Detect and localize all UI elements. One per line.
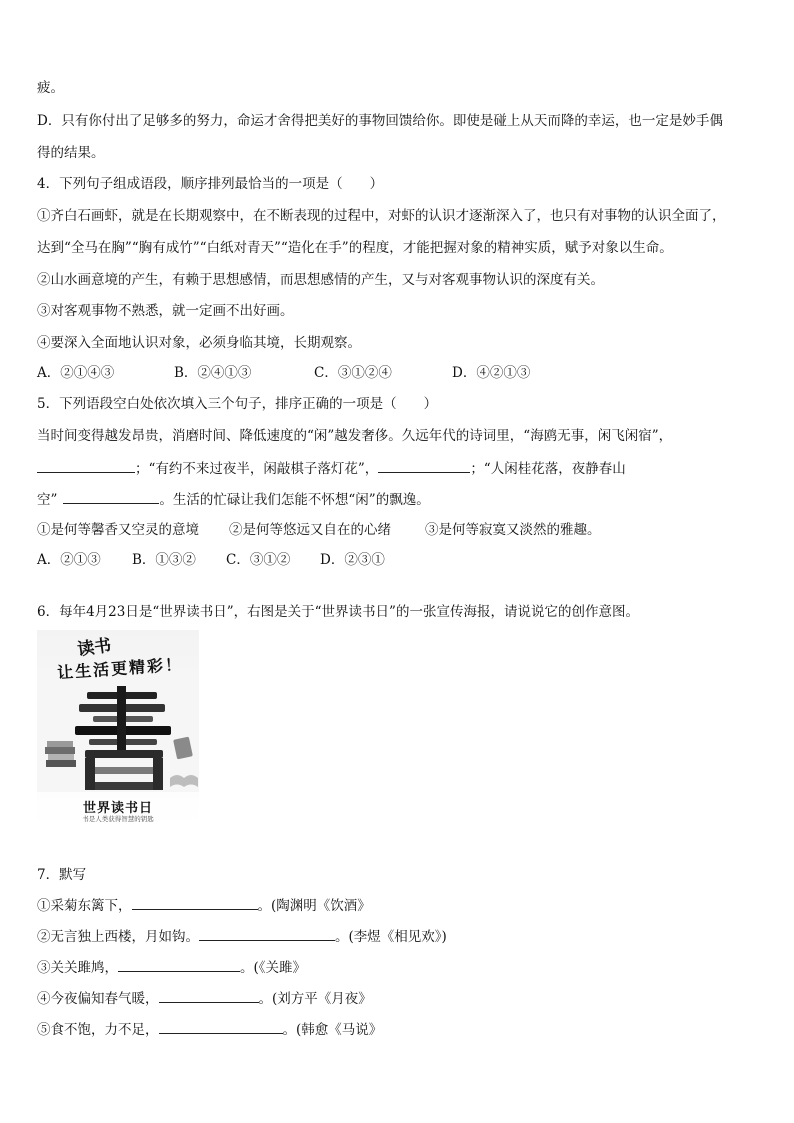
poster-subtitle: 书是人类获得智慧的钥匙 <box>82 815 154 823</box>
q4-sentence-1b: 达到“全马在胸”“胸有成竹”“白纸对青天”“造化在手”的程度，才能把握对象的精神实质，赋予对象以生命。 <box>37 240 673 256</box>
q4-option-c: C．③①②④ <box>314 365 392 381</box>
q5-option-c: C．③①② <box>226 552 291 568</box>
q3-option-d-line1: D．只有你付出了足够多的努力，命运才舍得把美好的事物回馈给你。即使是碰上从天而降的幸运，也一定是妙手偶 <box>37 113 723 129</box>
q4-option-b: B．②④①③ <box>174 365 252 381</box>
q5-choice-3: ③是何等寂寞又淡然的雅趣。 <box>425 522 601 538</box>
answer-blank[interactable] <box>159 1019 283 1034</box>
q5-passage-2: ；“有约不来过夜半，闲敲棋子落灯花”， ；“人闲桂花落，夜静春山 <box>37 458 626 478</box>
q5-option-b: B．①③② <box>132 552 196 568</box>
world-book-day-poster <box>37 630 199 826</box>
poster-slogan-top: 读书 <box>76 635 113 661</box>
q6-stem: 6．每年4月23日是“世界读书日”，右图是关于“世界读书日”的一张宣传海报，请说说它的创作意图。 <box>37 604 639 620</box>
q5-choice-1: ①是何等馨香又空灵的意境 <box>37 522 199 538</box>
answer-blank[interactable] <box>63 489 159 504</box>
q3-option-d-line2: 得的结果。 <box>37 145 105 161</box>
q4-stem: 4．下列句子组成语段，顺序排列最恰当的一项是（ ） <box>37 176 384 192</box>
q5-option-d: D．②③① <box>320 552 385 568</box>
q7-item-4: ④今夜偏知春气暖， 。(刘方平《月夜》 <box>37 988 372 1008</box>
q7-item-3: ③关关雎鸠， 。(《关雎》 <box>37 957 306 977</box>
poster-slogan-main: 让生活更精彩！ <box>56 654 184 683</box>
poster-title: 世界读书日 <box>82 801 153 816</box>
q7-item-1: ①采菊东篱下， 。(陶渊明《饮酒》 <box>37 895 371 915</box>
q4-options <box>37 363 530 383</box>
answer-blank[interactable] <box>159 988 259 1003</box>
answer-blank[interactable] <box>378 458 470 473</box>
q5-choices <box>37 520 601 540</box>
answer-blank[interactable] <box>132 895 258 910</box>
answer-blank[interactable] <box>199 926 335 941</box>
q4-sentence-3: ③对客观事物不熟悉，就一定画不出好画。 <box>37 303 294 319</box>
q5-choice-2: ②是何等悠远又自在的心绪 <box>229 522 391 538</box>
q5-option-a: A．②①③ <box>37 552 101 568</box>
q5-options <box>37 550 385 570</box>
q4-option-a: A．②①④③ <box>37 365 115 381</box>
answer-blank[interactable] <box>118 957 240 972</box>
answer-blank[interactable] <box>37 458 135 473</box>
q5-stem: 5．下列语段空白处依次填入三个句子，排序正确的一项是（ ） <box>37 396 438 412</box>
q7-stem: 7．默写 <box>37 867 87 883</box>
q3-tail-line: 疲。 <box>37 80 64 96</box>
q4-option-d: D．④②①③ <box>452 365 531 381</box>
q5-passage-1: 当时间变得越发昂贵，消磨时间、降低速度的“闲”越发奢侈。久远年代的诗词里，“海鸥无事，闲飞闲宿”， <box>37 428 673 444</box>
q4-sentence-4: ④要深入全面地认识对象，必须身临其境，长期观察。 <box>37 335 361 351</box>
book-stack-icon <box>45 741 76 767</box>
q5-passage-3: 空” 。生活的忙碌让我们怎能不怀想“闲”的飘逸。 <box>37 489 430 509</box>
q7-item-5: ⑤食不饱，力不足， 。(韩愈《马说》 <box>37 1019 382 1039</box>
q4-sentence-2: ②山水画意境的产生，有赖于思想感情，而思想感情的产生，又与对客观事物认识的深度有关。 <box>37 272 604 288</box>
q7-item-2: ②无言独上西楼，月如钩。 。(李煜《相见欢》) <box>37 926 447 946</box>
q4-sentence-1a: ①齐白石画虾，就是在长期观察中，在不断表现的过程中，对虾的认识才逐渐深入了，也只有对事物的认识全面了， <box>37 208 726 224</box>
